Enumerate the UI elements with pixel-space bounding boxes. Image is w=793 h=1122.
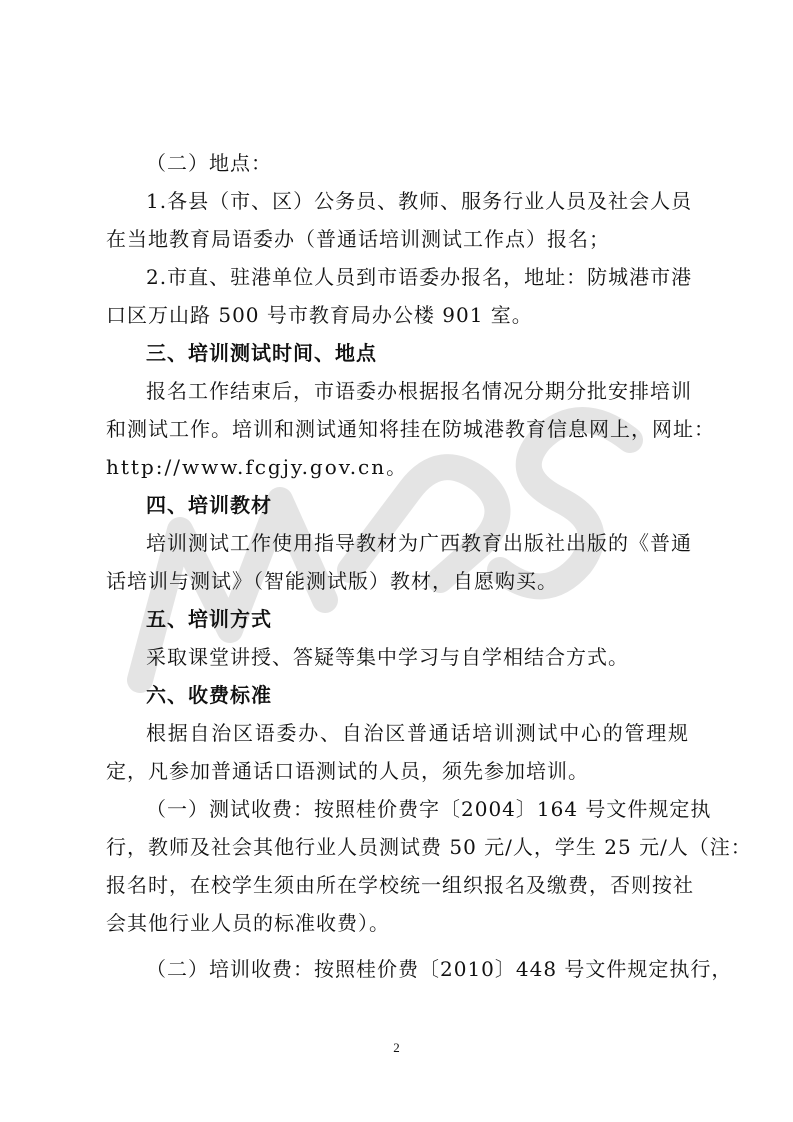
section-heading-training-method: 五、培训方式 [146, 607, 272, 631]
paragraph-line: 话培训与测试》（智能测试版）教材，自愿购买。 [106, 569, 558, 593]
paragraph-line: 2.市直、驻港单位人员到市语委办报名，地址：防城港市港 [146, 265, 693, 289]
paragraph-line: 和测试工作。培训和测试通知将挂在防城港教育信息网上，网址： [106, 417, 715, 441]
paragraph-line: 培训测试工作使用指导教材为广西教育出版社出版的《普通 [146, 531, 692, 555]
paragraph-line: 报名时，在校学生须由所在学校统一组织报名及缴费，否则按社 [106, 873, 694, 897]
paragraph-line: 在当地教育局语委办（普通话培训测试工作点）报名； [106, 227, 610, 251]
paragraph-line: 会其他行业人员的标准收费）。 [106, 911, 390, 935]
paragraph-line: （二）培训收费：按照桂价费〔2010〕448 号文件规定执行， [146, 957, 733, 981]
paragraph-line: 行，教师及社会其他行业人员测试费 50 元/人，学生 25 元/人（注： [106, 835, 752, 859]
section-heading-materials: 四、培训教材 [146, 493, 272, 517]
paragraph-line: 报名工作结束后，市语委办根据报名情况分期分批安排培训 [146, 379, 692, 403]
paragraph-line: 采取课堂讲授、答疑等集中学习与自学相结合方式。 [146, 645, 629, 669]
paragraph-line: （一）测试收费：按照桂价费字〔2004〕164 号文件规定执 [146, 797, 712, 821]
paragraph-line: 根据自治区语委办、自治区普通话培训测试中心的管理规 [146, 721, 689, 745]
paragraph-line: 口区万山路 500 号市教育局办公楼 901 室。 [106, 303, 533, 327]
paragraph-line: 定，凡参加普通话口语测试的人员，须先参加培训。 [106, 759, 589, 783]
website-url: http://www.fcgjy.gov.cn。 [106, 455, 409, 479]
section-heading-time-location: 三、培训测试时间、地点 [146, 341, 377, 365]
section-heading-fees: 六、收费标准 [146, 683, 272, 707]
section-subheading-location: （二）地点： [146, 151, 272, 175]
page-number: 2 [393, 1040, 400, 1055]
paragraph-line: 1.各县（市、区）公务员、教师、服务行业人员及社会人员 [146, 189, 693, 213]
